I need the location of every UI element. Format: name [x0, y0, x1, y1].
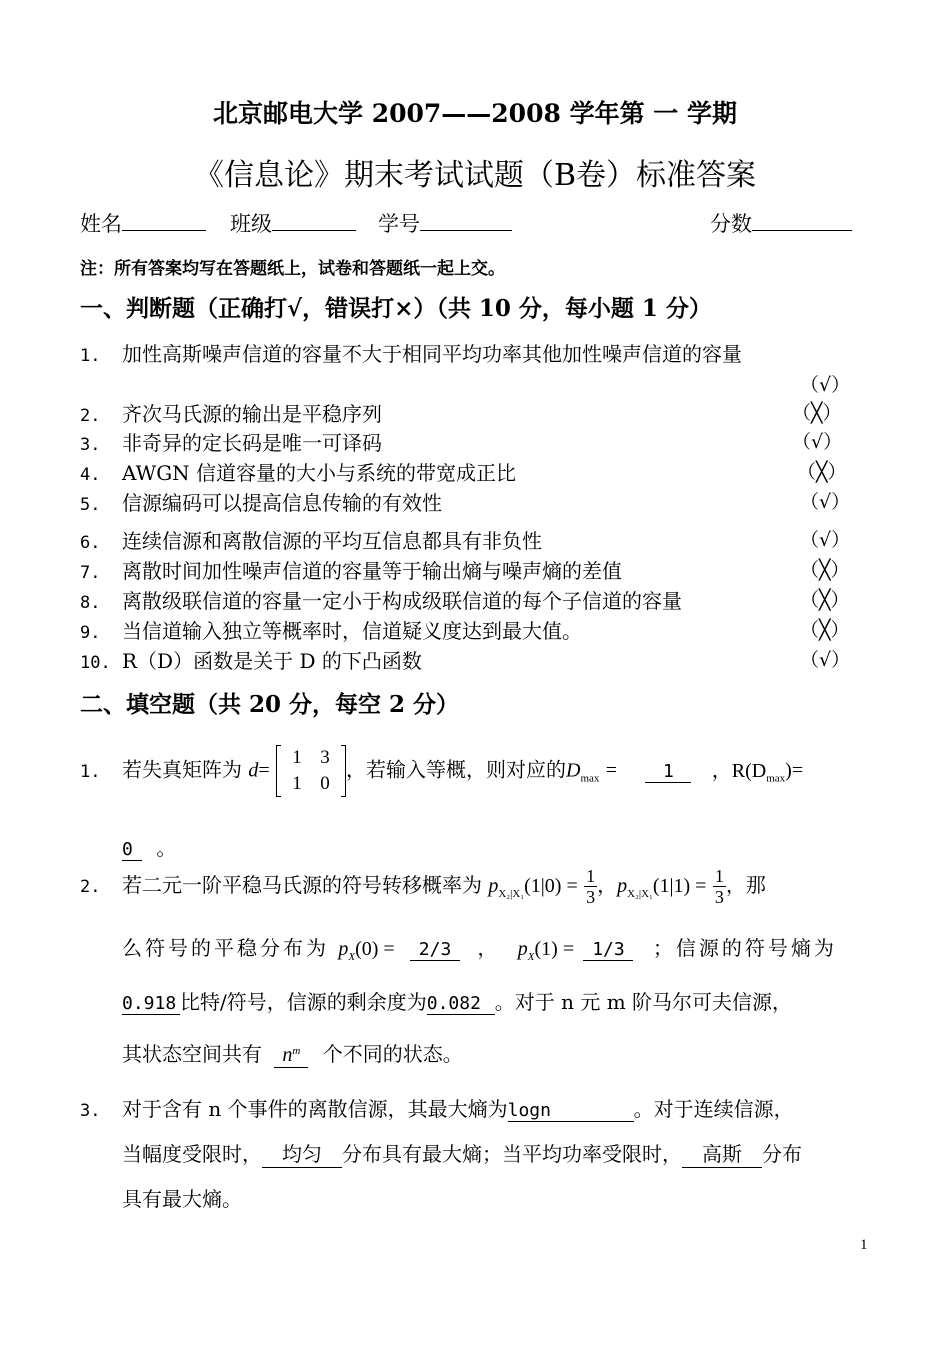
math-subscript: X — [527, 951, 535, 963]
judge-answer-1: （√） — [800, 374, 851, 396]
item-number: 1. — [80, 761, 101, 782]
question-text: )= — [785, 759, 804, 782]
math-subscript: max — [766, 772, 786, 785]
class-label: 班级 — [230, 212, 272, 236]
exam-note: 注：所有答案均写在答题纸上，试卷和答题纸一起上交。 — [80, 259, 505, 279]
question-text: ，那 — [725, 873, 766, 897]
math-arg: (1|1) = — [652, 875, 707, 897]
item-text: 离散时间加性噪声信道的容量等于输出熵与噪声熵的差值 — [122, 559, 622, 583]
item-text: 连续信源和离散信源的平均互信息都具有非负性 — [122, 529, 542, 553]
fill-question-2 — [80, 866, 766, 907]
judge-item-4 — [80, 457, 516, 486]
item-number: 9. — [80, 623, 101, 643]
item-number: 6. — [80, 533, 101, 553]
judge-item-9 — [80, 615, 582, 644]
item-text: 非奇异的定长码是唯一可译码 — [122, 431, 382, 455]
separator: ， — [597, 873, 618, 897]
frac-numerator: 1 — [586, 866, 596, 886]
math-D: D — [566, 759, 581, 782]
judge-item-1 — [80, 338, 742, 367]
math-p: p — [488, 875, 499, 897]
class-blank — [272, 210, 356, 231]
matrix-cell: 1 — [292, 773, 302, 794]
judge-item-8 — [80, 585, 682, 614]
question-text: 比特/符号，信源的剩余度为 — [180, 990, 427, 1014]
distortion-matrix — [276, 745, 346, 797]
fraction-one-third — [584, 866, 597, 907]
question-text: 么符号的平稳分布为 — [122, 936, 329, 960]
fill-question-1-cont — [122, 832, 176, 861]
math-equals: = — [258, 759, 270, 782]
answer-dmax: 1 — [645, 761, 691, 783]
judge-answer-4: （╳） — [797, 461, 847, 483]
judge-answer-8: （╳） — [800, 589, 850, 611]
math-subscript: max — [580, 772, 600, 785]
math-p: p — [617, 875, 628, 897]
score-blank — [752, 210, 852, 231]
math-arg: (0) = — [355, 938, 395, 960]
question-text: 分布 — [762, 1142, 802, 1166]
judge-item-5 — [80, 487, 442, 516]
math-equals: = — [605, 759, 618, 782]
question-text: ；信源的符号熵为 — [652, 936, 837, 960]
judge-answer-2: （╳） — [792, 402, 842, 424]
fill-question-1 — [80, 745, 803, 797]
item-text: AWGN 信道容量的大小与系统的带宽成正比 — [122, 461, 517, 485]
answer-state-count — [274, 1042, 308, 1068]
matrix-cell: 0 — [320, 773, 330, 794]
student-id-blank — [420, 210, 512, 231]
judge-item-6 — [80, 525, 542, 554]
frac-denominator: 3 — [586, 887, 596, 907]
fraction-one-third — [713, 866, 726, 907]
question-text: ，R(D — [711, 759, 767, 782]
question-text: 。对于连续信源， — [633, 1097, 794, 1121]
item-text: 齐次马氏源的输出是平稳序列 — [122, 402, 382, 426]
item-text: 信源编码可以提高信息传输的有效性 — [122, 491, 442, 515]
judge-item-7 — [80, 555, 622, 584]
page-number: 1 — [860, 1237, 868, 1253]
item-number: 3. — [80, 1101, 101, 1121]
math-p: p — [338, 938, 349, 960]
math-superscript: m — [292, 1045, 301, 1057]
section1-heading: 一、判断题（正确打√，错误打×）（共 10 分，每小题 1 分） — [80, 295, 712, 322]
frac-numerator: 1 — [714, 866, 724, 886]
question-text: 。 — [156, 836, 177, 860]
fill-question-2-line3 — [122, 986, 792, 1015]
exam-title-line1: 北京邮电大学 2007——2008 学年第 一 学期 — [213, 99, 737, 128]
item-number: 2. — [80, 406, 101, 426]
item-number: 5. — [80, 495, 101, 515]
section2-heading: 二、填空题（共 20 分，每空 2 分） — [80, 691, 460, 718]
matrix-cell: 3 — [320, 747, 330, 768]
score-field — [710, 208, 852, 238]
fill-question-3-line3: 具有最大熵。 — [122, 1187, 242, 1211]
question-text: 。对于 n 元 m 阶马尔可夫信源， — [494, 990, 793, 1014]
judge-answer-6: （√） — [800, 529, 851, 551]
answer-gaussian: 高斯 — [682, 1138, 762, 1168]
answer-p1: 1/3 — [583, 939, 633, 961]
judge-item-3 — [80, 427, 382, 456]
item-number: 1. — [80, 346, 101, 366]
separator: ， — [477, 936, 501, 960]
question-text: 当幅度受限时， — [122, 1142, 262, 1166]
judge-answer-7: （╳） — [800, 559, 850, 581]
item-text: 加性高斯噪声信道的容量不大于相同平均功率其他加性噪声信道的容量 — [122, 342, 742, 366]
judge-item-2 — [80, 398, 382, 427]
judge-answer-10: （√） — [800, 649, 851, 671]
judge-answer-5: （√） — [800, 491, 851, 513]
fill-question-3-line2 — [122, 1138, 802, 1168]
fill-question-2-line4 — [122, 1038, 463, 1068]
fill-question-3 — [80, 1093, 794, 1122]
fill-question-2-line2 — [122, 932, 837, 963]
math-arg: (1|0) = — [524, 875, 578, 897]
judge-item-10 — [80, 645, 422, 674]
answer-uniform: 均匀 — [262, 1138, 342, 1168]
item-number: 7. — [80, 563, 101, 583]
answer-entropy: 0.918 — [122, 993, 180, 1015]
math-d: d — [248, 759, 259, 782]
judge-answer-9: （╳） — [800, 619, 850, 641]
question-text: 分布具有最大熵；当平均功率受限时， — [342, 1142, 682, 1166]
item-text: 当信道输入独立等概率时，信道疑义度达到最大值。 — [122, 619, 582, 643]
item-number: 3. — [80, 435, 101, 455]
question-text: 其状态空间共有 — [122, 1042, 262, 1066]
item-number: 10. — [80, 653, 111, 673]
answer-redundancy: 0.082 — [427, 993, 495, 1015]
answer-p0: 2/3 — [410, 939, 460, 961]
math-p: p — [517, 938, 528, 960]
math-n: n — [282, 1044, 293, 1066]
question-text: ，若输入等概，则对应的 — [346, 757, 566, 782]
class-field — [230, 208, 356, 238]
frac-denominator: 3 — [714, 887, 724, 907]
matrix-cell: 1 — [292, 747, 302, 768]
name-label: 姓名 — [80, 212, 122, 236]
math-arg: (1) = — [534, 938, 575, 960]
question-text: 个不同的状态。 — [322, 1042, 463, 1066]
math-subscript: X — [348, 951, 356, 963]
item-number: 8. — [80, 593, 101, 613]
judge-answer-3: （√） — [792, 431, 843, 453]
item-text: 离散级联信道的容量一定小于构成级联信道的每个子信道的容量 — [122, 589, 682, 613]
answer-rdmax: 0 — [122, 839, 142, 861]
item-number: 4. — [80, 465, 101, 485]
exam-title-line2: 《信息论》期末考试试题（B卷）标准答案 — [193, 158, 757, 193]
student-id-field — [378, 208, 512, 238]
name-field — [80, 208, 206, 238]
student-id-label: 学号 — [378, 212, 420, 236]
math-subscript: X₂|X₁ — [627, 888, 653, 900]
answer-max-entropy: logn — [508, 1100, 634, 1122]
score-label: 分数 — [710, 212, 752, 236]
question-text: 若二元一阶平稳马氏源的符号转移概率为 — [122, 873, 482, 897]
question-text: 若失真矩阵为 — [122, 757, 242, 782]
item-text: R（D）函数是关于 D 的下凸函数 — [122, 649, 422, 673]
item-number: 2. — [80, 877, 101, 897]
name-blank — [122, 210, 206, 231]
math-subscript: X₂|X₁ — [498, 888, 525, 900]
question-text: 对于含有 n 个事件的离散信源，其最大熵为 — [122, 1097, 508, 1121]
